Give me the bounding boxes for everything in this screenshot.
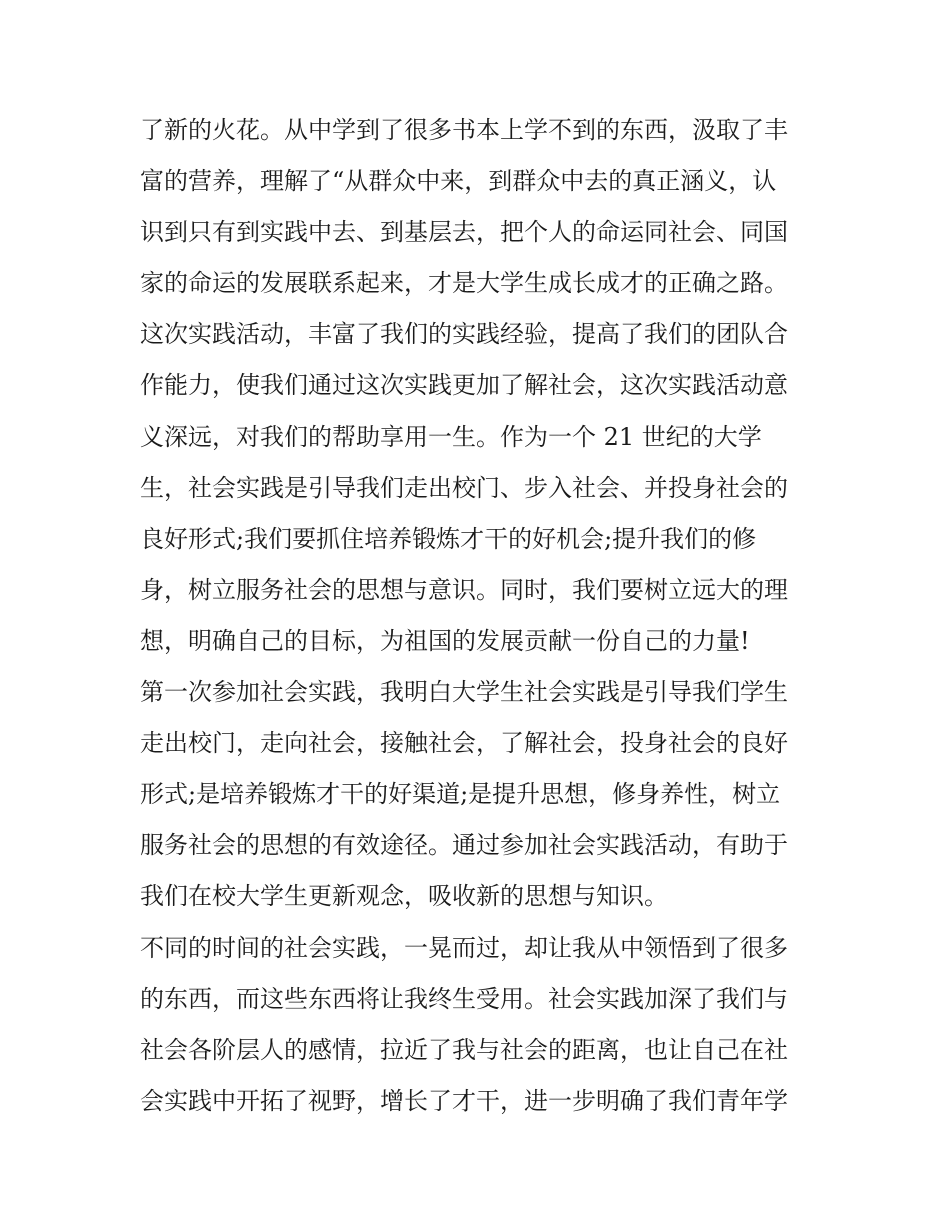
text-line: 这次实践活动，丰富了我们的实践经验，提高了我们的团队合 <box>140 320 788 349</box>
text-line: 的东西，而这些东西将让我终生受用。社会实践加深了我们与 <box>140 984 788 1013</box>
text-line: 识到只有到实践中去、到基层去，把个人的命运同社会、同国 <box>140 218 788 247</box>
text-line: 生，社会实践是引导我们走出校门、步入社会、并投身社会的 <box>140 473 788 502</box>
text-line: 想，明确自己的目标，为祖国的发展贡献一份自己的力量! <box>140 626 750 655</box>
text-line: 了新的火花。从中学到了很多书本上学不到的东西，汲取了丰 <box>140 116 788 144</box>
text-line: 良好形式;我们要抓住培养锻炼才干的好机会;提升我们的修 <box>140 524 757 553</box>
text-line: 社会各阶层人的感情，拉近了我与社会的距离，也让自己在社 <box>140 1035 788 1064</box>
text-line: 会实践中开拓了视野，增长了才干，进一步明确了我们青年学 <box>140 1086 788 1115</box>
text-line: 作能力，使我们通过这次实践更加了解社会，这次实践活动意 <box>140 371 788 400</box>
text-line: 不同的时间的社会实践，一晃而过，却让我从中领悟到了很多 <box>140 933 788 962</box>
text-line: 服务社会的思想的有效途径。通过参加社会实践活动，有助于 <box>140 831 788 860</box>
text-line: 身，树立服务社会的思想与意识。同时，我们要树立远大的理 <box>140 575 788 604</box>
text-line: 走出校门，走向社会，接触社会，了解社会，投身社会的良好 <box>140 729 788 758</box>
body-text <box>140 105 820 1127</box>
text-line: 富的营养，理解了“从群众中来，到群众中去的真正涵义，认 <box>140 167 777 196</box>
text-line: 我们在校大学生更新观念，吸收新的思想与知识。 <box>140 882 668 911</box>
text-line: 形式;是培养锻炼才干的好渠道;是提升思想，修身养性，树立 <box>140 780 781 809</box>
text-line: 第一次参加社会实践，我明白大学生社会实践是引导我们学生 <box>140 678 788 707</box>
text-line: 义深远，对我们的帮助享用一生。作为一个 21 世纪的大学 <box>140 422 762 451</box>
text-line: 家的命运的发展联系起来，才是大学生成长成才的正确之路。 <box>140 269 788 298</box>
